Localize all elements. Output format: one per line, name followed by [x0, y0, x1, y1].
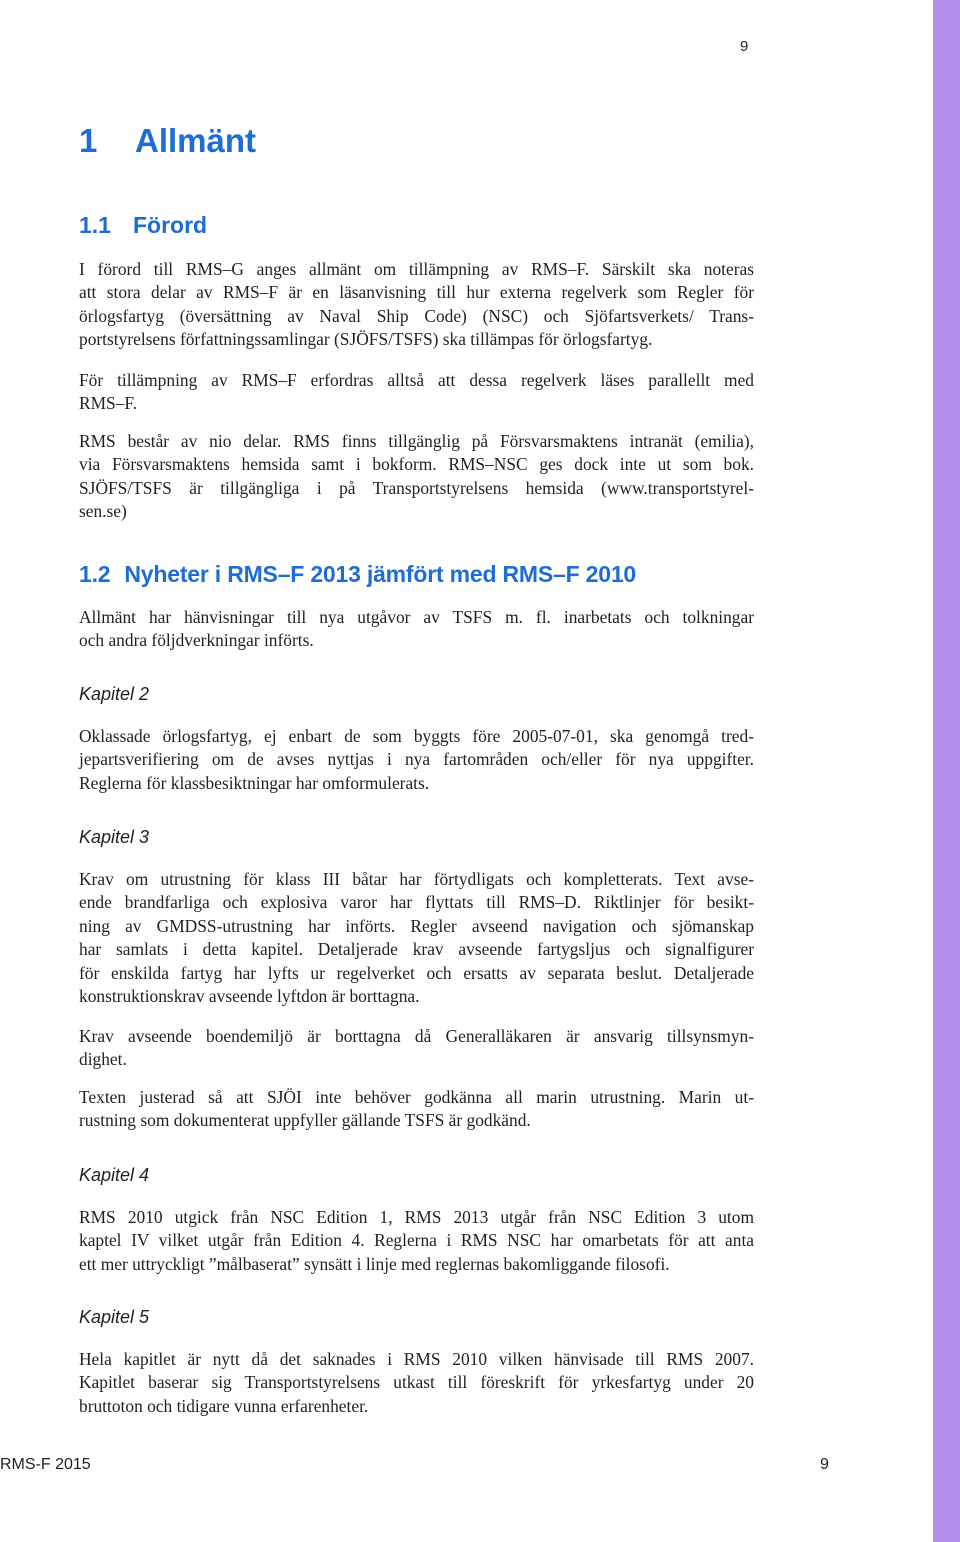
chapter-heading	[79, 122, 256, 160]
text-line: konstruktionskrav avseende lyftdon är borttagna.	[79, 986, 420, 1007]
kapitel-4-heading: Kapitel 4	[79, 1165, 150, 1185]
paragraph-kapitel-4	[79, 1206, 754, 1276]
side-color-band	[933, 0, 960, 1542]
text-line: rustning som dokumenterat uppfyller gällande TSFS är godkänd.	[79, 1110, 531, 1131]
paragraph-forord-2	[79, 369, 754, 416]
text-line: ett mer uttryckligt ”målbaserat” synsätt i linje med reglernas bakomliggande filosofi.	[79, 1253, 670, 1274]
kapitel-2-heading: Kapitel 2	[79, 684, 150, 704]
paragraph-nyheter-intro	[79, 606, 754, 653]
text-line: sen.se)	[79, 501, 127, 522]
section-heading-forord	[79, 212, 207, 239]
text-line: SJÖFS/TSFS är tillgängliga i på Transportstyrelsens hemsida (www.transportstyrel-	[79, 477, 754, 498]
text-line: Texten justerad så att SJÖI inte behöver godkänna all marin utrustning. Marin ut-	[79, 1087, 754, 1107]
section-title: Nyheter i RMS–F 2013 jämfört med RMS–F 2010	[124, 561, 637, 587]
chapter-title: Allmänt	[135, 122, 257, 159]
text-line: Krav om utrustning för klass III båtar har förtydligats och kompletterats. Text avse-	[79, 869, 754, 889]
text-line: RMS består av nio delar. RMS finns tillgänglig på Försvarsmaktens intranät (emilia),	[79, 431, 754, 451]
paragraph-kapitel-3-3	[79, 1086, 754, 1133]
footer-page-number: 9	[820, 1456, 829, 1473]
footer-document-id: RMS-F 2015	[0, 1456, 91, 1473]
kapitel-5-heading: Kapitel 5	[79, 1307, 150, 1327]
text-line: och andra följdverkningar införts.	[79, 630, 314, 651]
text-line: ende brandfarliga och explosiva varor har flyttats till RMS–D. Riktlinjer för besikt-	[79, 892, 754, 913]
text-line: jepartsverifiering om de avses nyttjas i nya fartområden och/eller för nya uppgifter.	[79, 749, 754, 770]
chapter-number: 1	[79, 122, 98, 159]
text-line: Allmänt har hänvisningar till nya utgåvor av TSFS m. fl. inarbetats och tolkningar	[79, 607, 754, 627]
paragraph-forord-1	[79, 258, 754, 352]
text-line: I förord till RMS–G anges allmänt om tillämpning av RMS–F. Särskilt ska noteras	[79, 259, 754, 279]
paragraph-kapitel-3-1	[79, 868, 754, 1008]
paragraph-kapitel-2	[79, 725, 754, 795]
text-line: RMS 2010 utgick från NSC Edition 1, RMS 2013 utgår från NSC Edition 3 utom	[79, 1207, 754, 1227]
text-line: Hela kapitlet är nytt då det saknades i RMS 2010 vilken hänvisade till RMS 2007.	[79, 1349, 754, 1369]
kapitel-3-heading: Kapitel 3	[79, 827, 150, 847]
text-line: har samlats i detta kapitel. Detaljerade krav avseende fartygsljus och signalfigurer	[79, 939, 754, 960]
text-line: Oklassade örlogsfartyg, ej enbart de som byggts före 2005-07-01, ska genomgå tred-	[79, 726, 754, 746]
section-number: 1.1	[79, 212, 111, 238]
text-line: kaptel IV vilket utgår från Edition 4. Reglerna i RMS NSC har omarbetats för att anta	[79, 1230, 754, 1251]
text-line: För tillämpning av RMS–F erfordras alltså att dessa regelverk läses parallellt med	[79, 370, 754, 390]
page-number-top: 9	[740, 38, 749, 55]
text-line: RMS–F.	[79, 393, 138, 414]
paragraph-forord-3	[79, 430, 754, 524]
section-heading-nyheter	[79, 561, 636, 588]
paragraph-kapitel-5	[79, 1348, 754, 1418]
text-line: dighet.	[79, 1049, 127, 1070]
text-line: för enskilda fartyg har lyfts ur regelverket och ersatts av separata beslut. Detaljerade	[79, 962, 754, 983]
section-number: 1.2	[79, 561, 111, 587]
paragraph-kapitel-3-2	[79, 1025, 754, 1072]
text-line: via Försvarsmaktens hemsida samt i bokform. RMS–NSC ges dock inte ut som bok.	[79, 454, 754, 475]
text-line: Reglerna för klassbesiktningar har omformulerats.	[79, 772, 430, 793]
text-line: Krav avseende boendemiljö är borttagna då Generalläkaren är ansvarig tillsynsmyn-	[79, 1026, 754, 1046]
text-line: Kapitlet baserar sig Transportstyrelsens utkast till föreskrift för yrkesfartyg under 20	[79, 1372, 754, 1393]
text-line: bruttoton och tidigare vunna erfarenheter.	[79, 1395, 369, 1416]
text-line: att stora delar av RMS–F är en läsanvisning till hur externa regelverk som Regler för	[79, 282, 754, 303]
section-title: Förord	[133, 212, 208, 238]
text-line: portstyrelsens författningssamlingar (SJÖFS/TSFS) ska tillämpas för örlogsfartyg.	[79, 329, 653, 350]
text-line: örlogsfartyg (översättning av Naval Ship Code) (NSC) och Sjöfartsverkets/ Trans-	[79, 305, 754, 326]
text-line: ning av GMDSS-utrustning har införts. Regler avseend navigation och sjömanskap	[79, 915, 754, 936]
